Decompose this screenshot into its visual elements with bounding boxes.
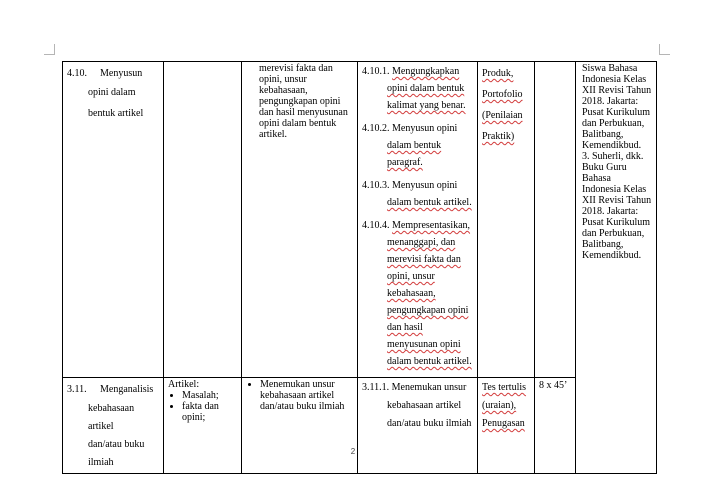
competency-text: Menyusun: [100, 68, 143, 79]
margin-corner-top-left: [44, 44, 55, 55]
indicator-item: 4.10.3. Menyusun opini dalam bentuk artikel.: [362, 180, 472, 208]
competency-text: bentuk artikel: [88, 108, 144, 119]
competency-text: dan/atau buku: [88, 439, 145, 450]
indicator-cell: [358, 378, 478, 474]
indicator-item: 3.11.1. Menemukan unsur kebahasaan artikel dan/atau buku ilmiah: [362, 382, 472, 429]
competency-number: 4.10.: [67, 68, 87, 79]
table-row: [63, 62, 657, 378]
material-cell: [164, 378, 242, 474]
page-number: 2: [350, 447, 356, 456]
margin-corner-top-right: [659, 44, 670, 55]
competency-number: 3.11.: [67, 384, 87, 395]
competency-text: kebahasaan artikel: [88, 403, 135, 432]
source-text: Siswa Bahasa Indonesia Kelas XII Revisi Tahun 2018. Jakarta: Pusat Kurikulum dan Perbukuan, Balitbang, Kemendikbud. 3. Suherli, dkk. Buku Guru Bahasa Indonesia Kelas XII Revisi Tahun 2018. Jakarta: Pusat Kurikulum dan Perbukuan, Balitbang, Kemendikbud.: [582, 63, 652, 261]
competency-text: Menganalisis: [100, 384, 154, 395]
list-item: • Masalah;: [182, 390, 237, 401]
competency-text: opini dalam: [88, 87, 136, 98]
assessment-cell: Tes tertulis (uraian), Penugasan: [478, 378, 535, 474]
competency-cell: [63, 62, 164, 378]
time-cell: [535, 378, 576, 474]
syllabus-table: [62, 61, 657, 474]
list-item: • Menemukan unsur kebahasaan artikel dan/atau buku ilmiah: [260, 379, 353, 412]
competency-cell: [63, 378, 164, 474]
list-item: • fakta dan opini;: [182, 401, 237, 423]
indicator-cell: [358, 62, 478, 378]
activity-cell: [242, 378, 358, 474]
table-row: [63, 378, 657, 474]
indicator-item: 4.10.4. Mempresentasikan, menanggapi, dan merevisi fakta dan opini, unsur kebahasaan, pengungkapan opini dan hasil menyusunan opini dalam bentuk artikel.: [362, 220, 472, 367]
material-title: Artikel:: [168, 379, 200, 390]
assessment-cell: Produk, Portofolio (Penilaian Praktik): [478, 62, 535, 378]
activity-cell: [242, 62, 358, 378]
competency-text: ilmiah: [88, 457, 114, 468]
time-cell: [535, 62, 576, 378]
activity-text: merevisi fakta dan opini, unsur kebahasaan, pengungkapan opini dan hasil menyusunan opini dalam bentuk artikel.: [259, 63, 348, 140]
material-cell: [164, 62, 242, 378]
time-allocation: 8 x 45’: [539, 380, 568, 391]
source-cell: [576, 62, 657, 474]
indicator-item: 4.10.2. Menyusun opini dalam bentuk paragraf.: [362, 123, 458, 168]
indicator-item: 4.10.1. Mengungkapkan opini dalam bentuk kalimat yang benar.: [362, 66, 466, 111]
